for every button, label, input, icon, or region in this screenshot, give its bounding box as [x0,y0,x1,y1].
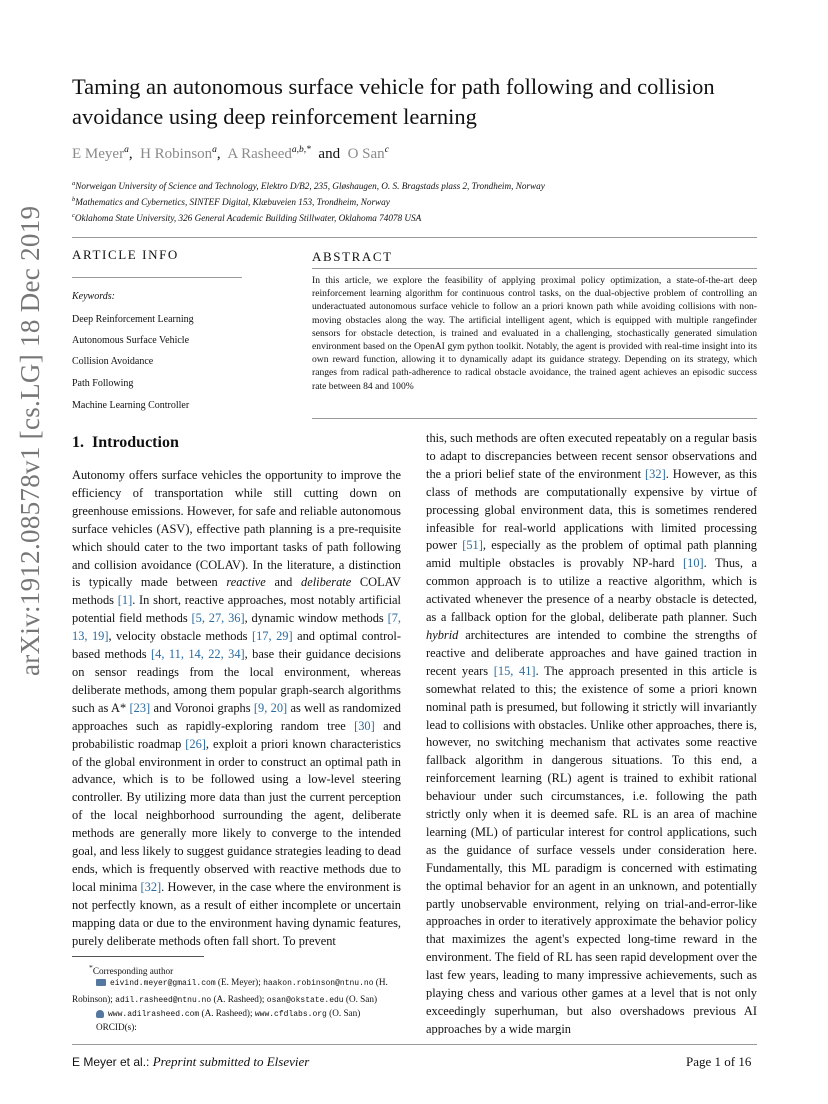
keyword: Path Following [72,378,134,389]
article-info-divider [72,277,242,278]
emphasis: reactive [226,575,266,590]
body-text: , dynamic window methods [244,611,388,626]
email-link[interactable]: eivind.meyer@gmail.com [110,979,216,988]
author-affil-mark: a [124,145,129,155]
citation-link[interactable]: [5, 27, 36] [191,611,245,626]
affiliation-text: Mathematics and Cybernetics, SINTEF Digital, Klæbuveien 153, Trondheim, Norway [75,197,390,208]
keyword: Deep Reinforcement Learning [72,314,194,325]
author-name[interactable]: O San [347,146,385,162]
body-text: . However, in the case where the environment is not perfectly known, as a result of either incomplete or uncertain mapping data or due to the environment having dynamic features, purely deliberate methods often fall short. To prevent [72,879,401,948]
article-info-heading: ARTICLE INFO [72,247,179,262]
citation-link[interactable]: [32] [645,466,666,481]
keywords-label: Keywords: [72,291,115,302]
footer-citation [72,1054,309,1070]
keyword: Machine Learning Controller [72,400,190,411]
author-name[interactable]: E Meyer [72,146,125,162]
author-conjunction: and [318,146,341,162]
footer-authors: E Meyer et al.: [72,1055,150,1069]
author-affil-mark: a [212,145,217,155]
affiliation [72,196,390,207]
body-text: . In short, reactive approaches, most notably artificial potential field methods [72,593,401,626]
footer-divider [72,1044,757,1045]
section-number: 1. [72,434,84,451]
corresponding-author-note: *Corresponding author [89,963,174,977]
citation-link[interactable]: [15, 41] [493,663,536,678]
citation-link[interactable]: [10] [683,556,704,571]
body-text: architectures are intended to combine the strengths of reactive and deliberate approaches and have gained traction in recent years [426,627,757,678]
emphasis: hybrid [426,627,459,642]
body-text: , base their guidance decisions on sensor readings from the local environment, whereas deliberate methods, among them popular graph-search algorithms such as A* [72,647,401,715]
section-title: Introduction [92,434,179,451]
citation-link[interactable]: [51] [462,538,483,553]
header-divider [72,237,757,238]
citation-link[interactable]: [7, 13, 19] [72,611,401,644]
affiliation-mark: b [72,196,76,203]
footnote-rule [72,956,204,957]
author-name[interactable]: A Rasheed [227,146,292,162]
footnote-urls: www.adilrasheed.com (A. Rasheed); www.cfdlabs.org (O. San) [96,1006,360,1023]
homepage-icon [96,1010,104,1018]
body-text: , exploit a priori known characteristics of the global environment in order to construct an optimal path in advance, which is to be followed using a low-level steering controller. By utilizing more data than just the current perception of the local neighborhood surrounding the agent, deliberate methods are generally more likely to converge to the intended goal, and less likely to suggest guidance strategies leading to dead ends, which is frequently observed with reactive methods due to local minima [72,736,401,894]
affiliation-text: Oklahoma State University, 326 General Academic Building Stillwater, Oklahoma 74078 USA [74,213,422,224]
body-text: . However, as this class of methods are computationally expensive by virtue of processing global environment data, this is sometimes rendered infeasible for real-world applications with limited processing power [426,466,757,553]
affiliation [72,212,421,223]
body-column-right [426,430,757,1035]
corresponding-author-label: Corresponding author [92,966,174,977]
author-name[interactable]: H Robinson [140,146,213,162]
paper-title: Taming an autonomous surface vehicle for path following and collision avoidance using deep reinforcement learning [72,74,715,129]
body-text: this, such methods are often executed repeatably on a regular basis to adapt to discrepancies between recent sensor observations and the a priori belief state of the environment [426,431,757,481]
footnote-emails: eivind.meyer@gmail.com (E. Meyer); haakon.robinson@ntnu.no (H. Robinson); adil.rasheed@ntnu.no (A. Rasheed); osan@okstate.edu (O. San) [72,977,388,1005]
email-link[interactable]: osan@okstate.edu [266,995,344,1005]
body-text: . The approach presented in this article is somewhat related to this; the existence of some a priori known nominal path is presumed, but following it strictly will invariantly lead to collisions with obstacles. Unlike other approaches, there is, however, no switching mechanism that activates some reactive fallback algorithm in dangerous situations. To this end, a reinforcement learning (RL) agent is trained to exhibit rational behaviour under such circumstances, i.e. following the path strictly only when it is deemed safe. RL is an area of machine learning (ML) of particular interest for control applications, such as the guidance of surface vessels under consideration here. Fundamentally, this ML paradigm is concerned with estimating the optimal behavior for an agent in an unknown, and potentially partly unobservable environment, relying on trial-and-error-like approaches in order to iteratively approximate the behavior policy that maximizes the agent's expected long-time reward in the environment. The field of RL has seen rapid development over the last few years, leading to many impressive achievements, such as playing chess and various other games at a level that is not only exceedingly superhuman, but also overshadows previous AI approaches by a wide margin [426,663,757,1035]
author-affil-mark: a,b,* [291,145,311,155]
citation-link[interactable]: [4, 11, 14, 22, 34] [151,647,245,662]
page-number: Page 1 of 16 [686,1054,752,1069]
body-text: . Thus, a common approach is to utilize a reactive algorithm, which is activated whenever the presence of a nearby obstacle is detected, as a fallback option for the global, deliberate path planner. Such [426,556,757,625]
body-text: , especially as the problem of optimal path planning amid multiple obstacles is provably NP-hard [426,538,757,571]
body-text: Autonomy offers surface vehicles the opportunity to improve the efficiency of transportation while still cutting down on greenhouse emissions. However, for safe and reliable autonomous surface vehicles (ASV), effective path planning is a pre-requisite which should cater to the two important tasks of path following and collision avoidance (COLAV). In the literature, a distinction is typically made between [72,468,401,590]
keyword: Autonomous Surface Vehicle [72,335,190,346]
abstract-bottom-divider [312,418,757,419]
abstract-heading: ABSTRACT [312,249,393,264]
citation-link[interactable]: [17, 29] [251,629,293,644]
body-column-left [72,467,401,952]
affiliation-mark: a [72,180,76,187]
citation-link[interactable]: [23] [129,700,151,715]
citation-link[interactable]: [32] [140,879,162,894]
email-icon [96,979,106,986]
citation-link[interactable]: [26] [185,736,206,751]
citation-link[interactable]: [9, 20] [253,700,288,715]
email-link[interactable]: adil.rasheed@ntnu.no [115,995,212,1005]
affiliation [72,180,545,191]
url-link[interactable]: www.adilrasheed.com [108,1010,200,1019]
arxiv-identifier: arXiv:1912.08578v1 [cs.LG] 18 Dec 2019 [15,205,45,676]
body-text: , velocity obstacle methods [108,629,252,644]
author-list: E Meyer$^a$, H Robinson$^a$, A Rasheed$^{a,b,*}$ and O San$^c$ [72,145,389,162]
body-text: and [265,575,302,590]
author-affil-mark: c [384,145,389,155]
citation-link[interactable]: [1] [117,593,133,608]
citation-link[interactable]: [30] [354,718,375,733]
footer-journal: Preprint submitted to Elsevier [152,1054,310,1069]
abstract-divider [312,268,757,269]
email-link[interactable]: haakon.robinson@ntnu.no [263,979,374,988]
body-text: as well as randomized approaches such as rapidly-exploring random tree [72,700,401,733]
body-text: and probabilistic roadmap [72,718,401,751]
affiliation-mark: c [72,212,75,219]
url-link[interactable]: www.cfdlabs.org [254,1010,327,1019]
abstract-text: In this article, we explore the feasibility of applying proximal policy optimization, a state-of-the-art deep reinforcement learning algorithm for continuous control tasks, on the dual-objective problem of controlling an underactuated autonomous surface vehicle to follow an a priori known path while avoiding collisions with non-moving obstacles along the way. The artificial intelligent agent, which is equipped with multiple rangefinder sensors for obstacle detection, is trained and evaluated in a challenging, stochastically generated simulation environment based on the OpenAI gym python toolkit. Notably, the agent is provided with real-time insight into its own reward function, allowing it to dynamically adapt its guidance strategy. Depending on its strategy, which ranges from radical path-adherence to radical obstacle avoidance, the trained agent achieves an episodic success rate between 84 and 100% [312,275,757,392]
body-text: and optimal control-based methods [72,629,401,662]
affiliation-text: Norweigan University of Science and Technology, Elektro D/B2, 235, Gløshaugen, O. S. Bragstads plass 2, Trondheim, Norway [75,181,545,192]
keyword: Collision Avoidance [72,356,154,367]
section-heading [72,434,179,452]
body-text: and Voronoi graphs [150,700,254,715]
emphasis: deliberate [301,575,352,590]
orcid-label: ORCID(s): [96,1022,137,1032]
body-text: COLAV methods [72,575,401,608]
